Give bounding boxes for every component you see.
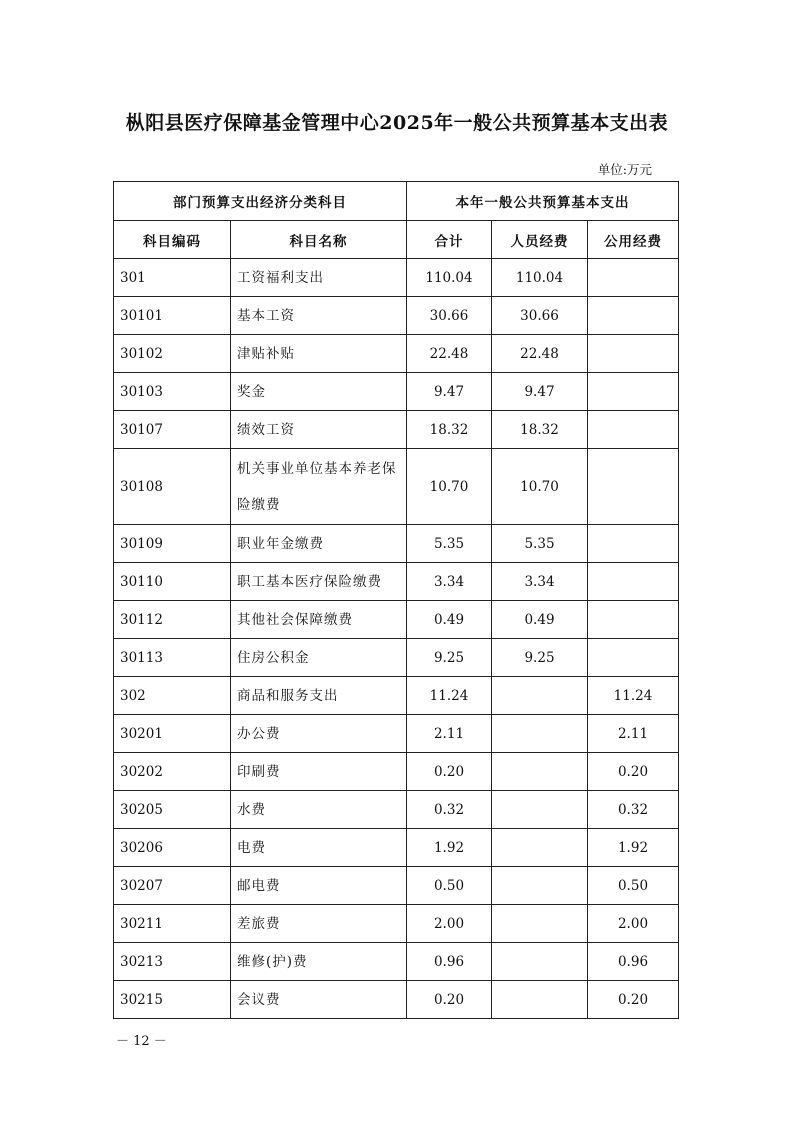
table-row <box>114 639 679 677</box>
cell-public <box>588 411 679 449</box>
cell-personnel <box>492 753 588 791</box>
cell-total: 2.11 <box>407 715 492 753</box>
cell-personnel <box>492 791 588 829</box>
cell-public <box>588 601 679 639</box>
cell-name: 住房公积金 <box>231 639 407 677</box>
cell-name: 基本工资 <box>231 297 407 335</box>
cell-total: 10.70 <box>407 449 492 525</box>
cell-name: 职工基本医疗保险缴费 <box>231 563 407 601</box>
cell-total: 0.49 <box>407 601 492 639</box>
cell-personnel: 9.47 <box>492 373 588 411</box>
cell-total: 30.66 <box>407 297 492 335</box>
table-row <box>114 829 679 867</box>
cell-public: 0.32 <box>588 791 679 829</box>
cell-public <box>588 259 679 297</box>
table-row <box>114 981 679 1019</box>
header-economic-classification: 部门预算支出经济分类科目 <box>114 182 407 221</box>
cell-total: 2.00 <box>407 905 492 943</box>
cell-personnel: 5.35 <box>492 525 588 563</box>
table-row <box>114 943 679 981</box>
header-group-row <box>114 182 679 221</box>
cell-personnel <box>492 981 588 1019</box>
column-header-public: 公用经费 <box>588 221 679 259</box>
cell-total: 110.04 <box>407 259 492 297</box>
cell-name: 印刷费 <box>231 753 407 791</box>
cell-total: 11.24 <box>407 677 492 715</box>
cell-personnel <box>492 677 588 715</box>
cell-public <box>588 373 679 411</box>
cell-personnel <box>492 943 588 981</box>
cell-public <box>588 297 679 335</box>
cell-personnel: 110.04 <box>492 259 588 297</box>
cell-total: 0.32 <box>407 791 492 829</box>
cell-code: 30202 <box>114 753 231 791</box>
cell-total: 1.92 <box>407 829 492 867</box>
cell-total: 0.96 <box>407 943 492 981</box>
cell-personnel <box>492 715 588 753</box>
column-header-personnel: 人员经费 <box>492 221 588 259</box>
cell-public: 0.20 <box>588 753 679 791</box>
cell-code: 30102 <box>114 335 231 373</box>
cell-personnel: 22.48 <box>492 335 588 373</box>
cell-personnel: 0.49 <box>492 601 588 639</box>
unit-label: 单位:万元 <box>597 162 652 177</box>
cell-code: 30215 <box>114 981 231 1019</box>
cell-total: 5.35 <box>407 525 492 563</box>
cell-personnel: 9.25 <box>492 639 588 677</box>
cell-code: 301 <box>114 259 231 297</box>
header-column-row <box>114 221 679 259</box>
header-basic-expenditure: 本年一般公共预算基本支出 <box>407 182 679 221</box>
table-row <box>114 753 679 791</box>
cell-code: 30213 <box>114 943 231 981</box>
table-row <box>114 715 679 753</box>
cell-name: 机关事业单位基本养老保险缴费 <box>231 449 407 525</box>
table-row <box>114 601 679 639</box>
table-row <box>114 449 679 525</box>
cell-personnel: 3.34 <box>492 563 588 601</box>
cell-public: 0.20 <box>588 981 679 1019</box>
cell-name: 水费 <box>231 791 407 829</box>
cell-name: 电费 <box>231 829 407 867</box>
cell-public <box>588 449 679 525</box>
cell-code: 30211 <box>114 905 231 943</box>
cell-personnel <box>492 829 588 867</box>
cell-code: 30109 <box>114 525 231 563</box>
cell-total: 9.47 <box>407 373 492 411</box>
cell-code: 30101 <box>114 297 231 335</box>
column-header-code: 科目编码 <box>114 221 231 259</box>
cell-code: 30206 <box>114 829 231 867</box>
cell-total: 18.32 <box>407 411 492 449</box>
table-row <box>114 259 679 297</box>
cell-public <box>588 639 679 677</box>
cell-public: 2.11 <box>588 715 679 753</box>
cell-personnel: 10.70 <box>492 449 588 525</box>
table-row <box>114 905 679 943</box>
cell-code: 30207 <box>114 867 231 905</box>
cell-name: 商品和服务支出 <box>231 677 407 715</box>
cell-code: 30107 <box>114 411 231 449</box>
cell-public: 0.50 <box>588 867 679 905</box>
cell-name: 邮电费 <box>231 867 407 905</box>
table-row <box>114 297 679 335</box>
cell-total: 3.34 <box>407 563 492 601</box>
table-row <box>114 563 679 601</box>
budget-table <box>113 181 679 1019</box>
cell-total: 0.50 <box>407 867 492 905</box>
table-row <box>114 411 679 449</box>
cell-public <box>588 563 679 601</box>
cell-personnel: 18.32 <box>492 411 588 449</box>
cell-code: 30108 <box>114 449 231 525</box>
cell-code: 30205 <box>114 791 231 829</box>
cell-total: 9.25 <box>407 639 492 677</box>
table-row <box>114 335 679 373</box>
cell-code: 30112 <box>114 601 231 639</box>
cell-personnel <box>492 905 588 943</box>
cell-code: 30113 <box>114 639 231 677</box>
table-row <box>114 525 679 563</box>
cell-total: 0.20 <box>407 753 492 791</box>
table-row <box>114 791 679 829</box>
cell-name: 绩效工资 <box>231 411 407 449</box>
cell-public <box>588 335 679 373</box>
table-row <box>114 373 679 411</box>
cell-name: 职业年金缴费 <box>231 525 407 563</box>
cell-total: 22.48 <box>407 335 492 373</box>
cell-public: 2.00 <box>588 905 679 943</box>
cell-name: 工资福利支出 <box>231 259 407 297</box>
cell-code: 30103 <box>114 373 231 411</box>
cell-name: 维修(护)费 <box>231 943 407 981</box>
cell-public: 0.96 <box>588 943 679 981</box>
cell-code: 302 <box>114 677 231 715</box>
cell-personnel: 30.66 <box>492 297 588 335</box>
column-header-total: 合计 <box>407 221 492 259</box>
cell-name: 奖金 <box>231 373 407 411</box>
table-row <box>114 867 679 905</box>
column-header-name: 科目名称 <box>231 221 407 259</box>
cell-public: 11.24 <box>588 677 679 715</box>
page-number: － 12 － <box>116 1034 167 1049</box>
cell-name: 其他社会保障缴费 <box>231 601 407 639</box>
cell-public <box>588 525 679 563</box>
cell-name: 会议费 <box>231 981 407 1019</box>
table-row <box>114 677 679 715</box>
cell-name: 津贴补贴 <box>231 335 407 373</box>
page-title: 枞阳县医疗保障基金管理中心2025年一般公共预算基本支出表 <box>125 112 669 134</box>
cell-name: 差旅费 <box>231 905 407 943</box>
cell-total: 0.20 <box>407 981 492 1019</box>
cell-public: 1.92 <box>588 829 679 867</box>
cell-code: 30110 <box>114 563 231 601</box>
cell-personnel <box>492 867 588 905</box>
cell-name: 办公费 <box>231 715 407 753</box>
cell-code: 30201 <box>114 715 231 753</box>
